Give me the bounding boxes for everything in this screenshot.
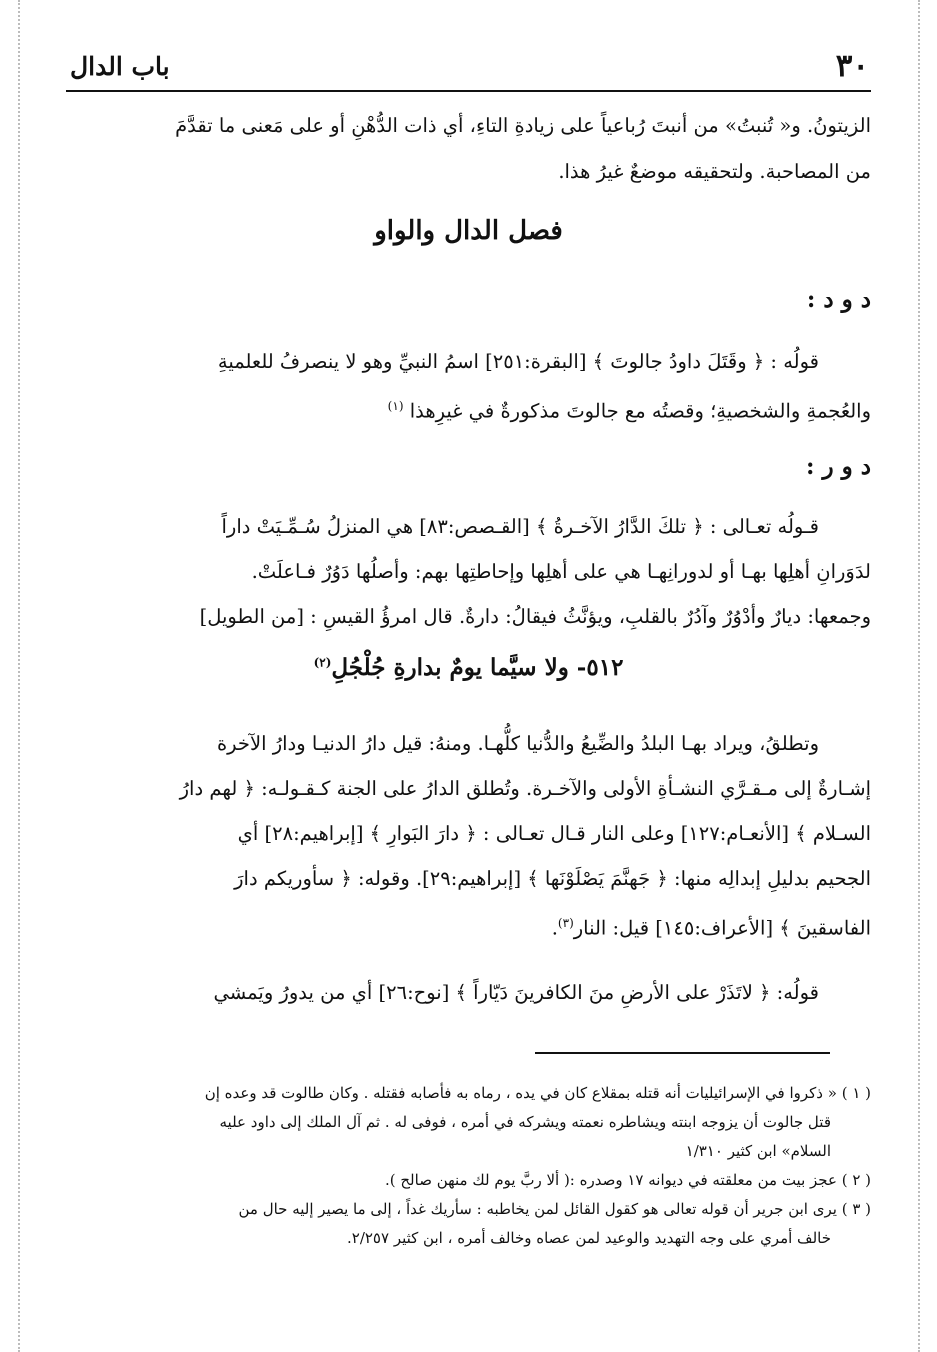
text-line: لدَوَرانِ أهلِها بهـا أو لدورانِهـا هي على أهلِها وإحاطتِها بهم: وأصلُها دَوُرٌ فـاعلَتْ. [251, 560, 871, 583]
page-number: ٣٠ [835, 48, 869, 84]
footnote-1: ( ١ ) « ذكروا في الإسرائيليات أنه قتله بمقلاع كان في يده ، رماه به فأصابه فقتله . وكان طالوت قد وعده إن [204, 1084, 871, 1102]
footnote-ref: (١) [387, 399, 404, 413]
text-line: قولُه : ﴿ وقَتَلَ داودُ جالوتَ ﴾ [البقرة:٢٥١] اسمُ النبيِّ وهو لا ينصرفُ للعلميةِ [217, 350, 819, 373]
text-line: قـولُه تعـالى : ﴿ تلكَ الدَّارُ الآخـرةُ ﴾ [القـصص:٨٣] هي المنزلُ سُـمِّـيَتْ داراً [221, 515, 819, 538]
verse-text: ٥١٢- ولا سيَّما يومٌ بدارةِ جُلْجُلِ [331, 654, 624, 681]
footnote-1-cont: قتل جالوت أن يزوجه ابنته ويشاطره نعمته ويشركه في أمره ، فوفى له . ثم آل الملك إلى داود عليه [219, 1113, 831, 1131]
text-line: إشـارةٌ إلى مـقـرَّي النشـأةِ الأولى والآخـرة. وتُطلق الدارُ على الجنة كـقـولـه: ﴿ لهم دارُ [179, 777, 871, 800]
text-line: الجحيم بدليلِ إبدالِه منها: ﴿ جَهنَّمَ يَصْلَوْنَها ﴾ [إبراهيم:٢٩]. وقوله: ﴿ سأوريكم دارَ [234, 867, 871, 890]
text-line: والعُجمةِ والشخصيةِ؛ وقصتُه مع جالوتَ مذكورةٌ في غيرِهذا [409, 399, 871, 423]
footnote-ref: (٣) [557, 916, 574, 930]
running-title: باب الدال [70, 52, 170, 81]
text-line: وجمعها: ديارٌ وأدْوُرٌ وآدُرٌ بالقلبِ، ويؤنَّثُ فيقالُ: دارةٌ. قال امرؤُ القيسِ : [من الطويل] [199, 605, 871, 628]
paragraph-dayyar [66, 970, 871, 1015]
text-line: من المصاحبة. ولتحقيقه موضعٌ غيرُ هذا. [558, 160, 871, 183]
intro-paragraph [66, 103, 871, 195]
paragraph-dar-meanings: وتطلقُ، ويراد بهـا البلدُ والضِّيعُ والدُّنيا كلُّهـا. ومنهُ: قيل دارُ الدنيـا ودارُ الآخرة إشـارةٌ إلى مـقـرَّي النشـأةِ الأولى والآخـرة. وتُطلق الدارُ على الجنة كـقـولـه: ﴿ لهم دارُ السـلام ﴾ [الأنعـام:١٢٧] وعلى النار قـال تعـالى : ﴿ دارَ البَوارِ ﴾ [إبراهيم:٢٨] أي الجحيم بدليلِ إبدالِه منها: ﴿ جَهنَّمَ يَصْلَوْنَها ﴾ [إبراهيم:٢٩]. وقوله: ﴿ سأوريكم دارَ الفاسقينَ ﴾ [الأعراف:١٤٥] قيل: النار$^{(٣)}$. [179, 732, 871, 940]
root-heading-dwr: د و ر : [806, 453, 871, 480]
entry-paragraph-dwr [66, 504, 871, 639]
text-line: الفاسقينَ ﴾ [الأعراف:١٤٥] قيل: النار [573, 916, 871, 940]
text-line: وتطلقُ، ويراد بهـا البلدُ والضِّيعُ والدُّنيا كلُّهـا. ومنهُ: قيل دارُ الدنيـا ودارُ الآخرة [216, 732, 819, 755]
scan-margin-line [18, 0, 20, 1352]
poetry-verse [66, 654, 871, 681]
footnote-3-cont: خالف أمري على وجه التهديد والوعيد لمن عصاه وخالف أمره ، ابن كثير ٢/٢٥٧. [346, 1229, 831, 1247]
footnote-3: ( ٣ ) يرى ابن جرير أن قوله تعالى هو كقول القائل لمن يخاطبه : سأريك غداً ، إلى ما يصير إليه حال من [238, 1200, 871, 1218]
footnote-2: ( ٢ ) عجز بيت من معلقته في ديوانه ١٧ وصدره :( ألا ربَّ يوم لك منهن صالح ). [384, 1171, 871, 1189]
text-line: الزيتونُ. و« تُنبتُ» من أنبتَ رُباعياً على زيادةِ التاءِ، أي ذات الدُّهْنِ أو على مَعنى ما تقدَّمَ [175, 114, 871, 137]
page-header [66, 40, 871, 92]
text-line: قولُه: ﴿ لاتَذَرْ على الأرضِ منَ الكافرينَ دَيّاراً ﴾ [نوح:٢٦] أي من يدورُ ويَمشي [213, 981, 819, 1004]
footnotes [66, 1079, 871, 1253]
footnote-ref: (٢) [313, 655, 332, 670]
text-line: السـلام ﴾ [الأنعـام:١٢٧] وعلى النار قـال تعـالى : ﴿ دارَ البَوارِ ﴾ [إبراهيم:٢٨] أي [237, 822, 871, 845]
entry-paragraph-dwd [66, 339, 871, 434]
footnote-1-cont: السلام» ابن كثير ١/٣١٠ [685, 1142, 831, 1160]
root-heading-dwd: د و د : [806, 286, 871, 313]
section-heading: فصل الدال والواو [374, 216, 563, 246]
scan-margin-line [918, 0, 920, 1352]
footnote-separator [535, 1052, 830, 1054]
